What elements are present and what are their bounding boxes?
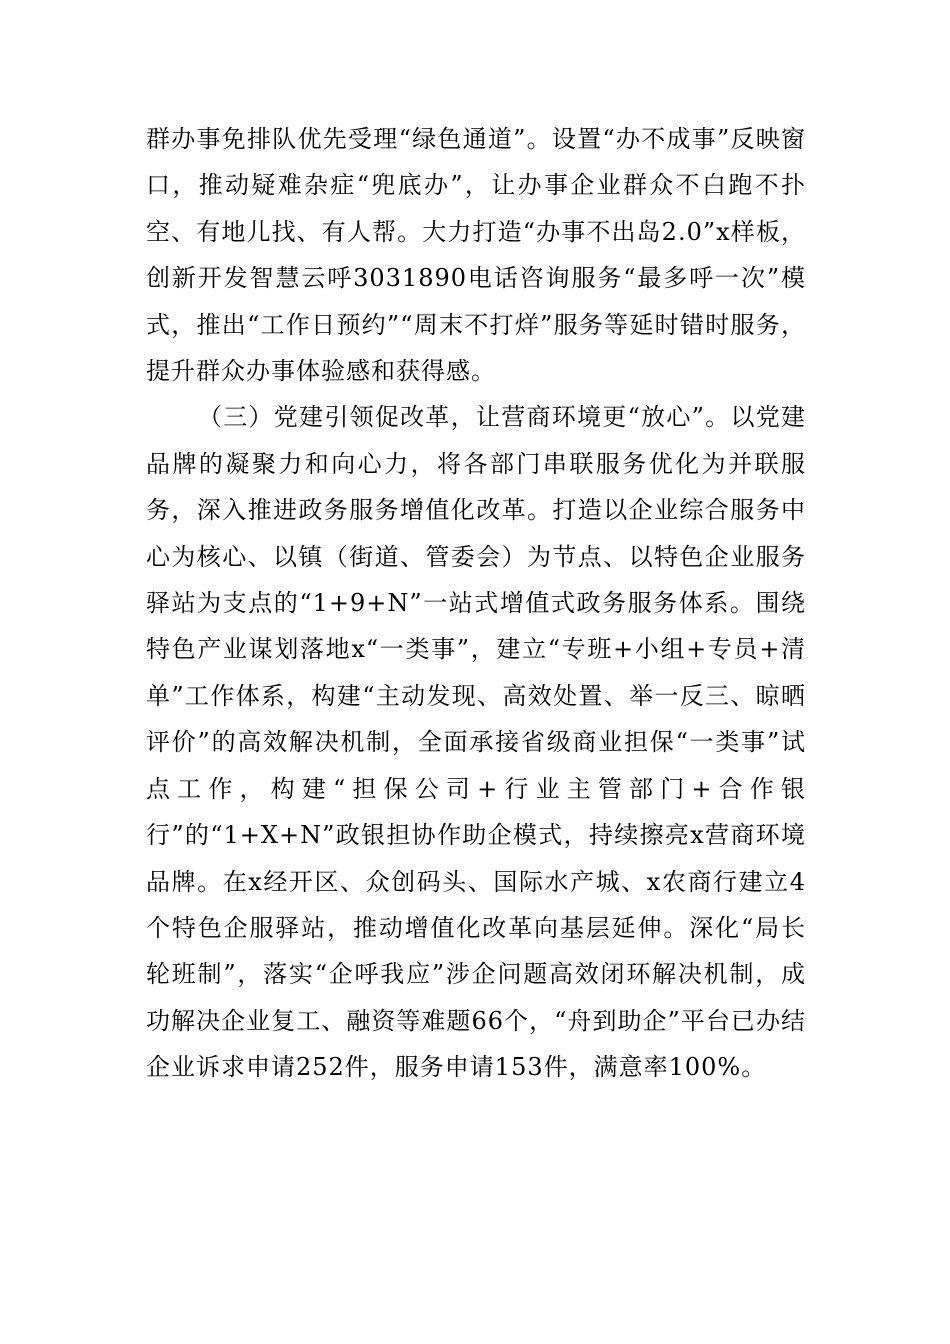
paragraph-continuation: 群办事免排队优先受理“绿色通道”。设置“办不成事”反映窗口，推动疑难杂症“兜底办”，让办事企业群众不白跑不扑空、有地儿找、有人帮。大力打造“办事不出岛2.0”x样板，创新开发智慧云呼3031890电话咨询服务“最多呼一次”模式，推出“工作日预约”“周末不打烊”服务等延时错时服务，提升群众办事体验感和获得感。 (146, 125, 806, 386)
document-body (146, 116, 806, 1091)
paragraph-section-three: （三）党建引领促改革，让营商环境更“放心”。以党建品牌的凝聚力和向心力，将各部门串联服务优化为并联服务，深入推进政务服务增值化改革。打造以企业综合服务中心为核心、以镇（街道、管委会）为节点、以特色企业服务驿站为支点的“1+9+N”一站式增值式政务服务体系。围绕特色产业谋划落地x“一类事”，建立“专班+小组+专员+清单”工作体系，构建“主动发现、高效处置、举一反三、晾晒评价”的高效解决机制，全面承接省级商业担保“一类事”试点工作，构建“担保公司+行业主管部门+合作银行”的“1+X+N”政银担协作助企模式，持续擦亮x营商环境品牌。在x经开区、众创码头、国际水产城、x农商行建立4个特色企服驿站，推动增值化改革向基层延伸。深化“局长轮班制”，落实“企呼我应”涉企问题高效闭环解决机制，成功解决企业复工、融资等难题66个，“舟到助企”平台已办结企业诉求申请252件，服务申请153件，满意率100%。 (146, 403, 806, 1082)
